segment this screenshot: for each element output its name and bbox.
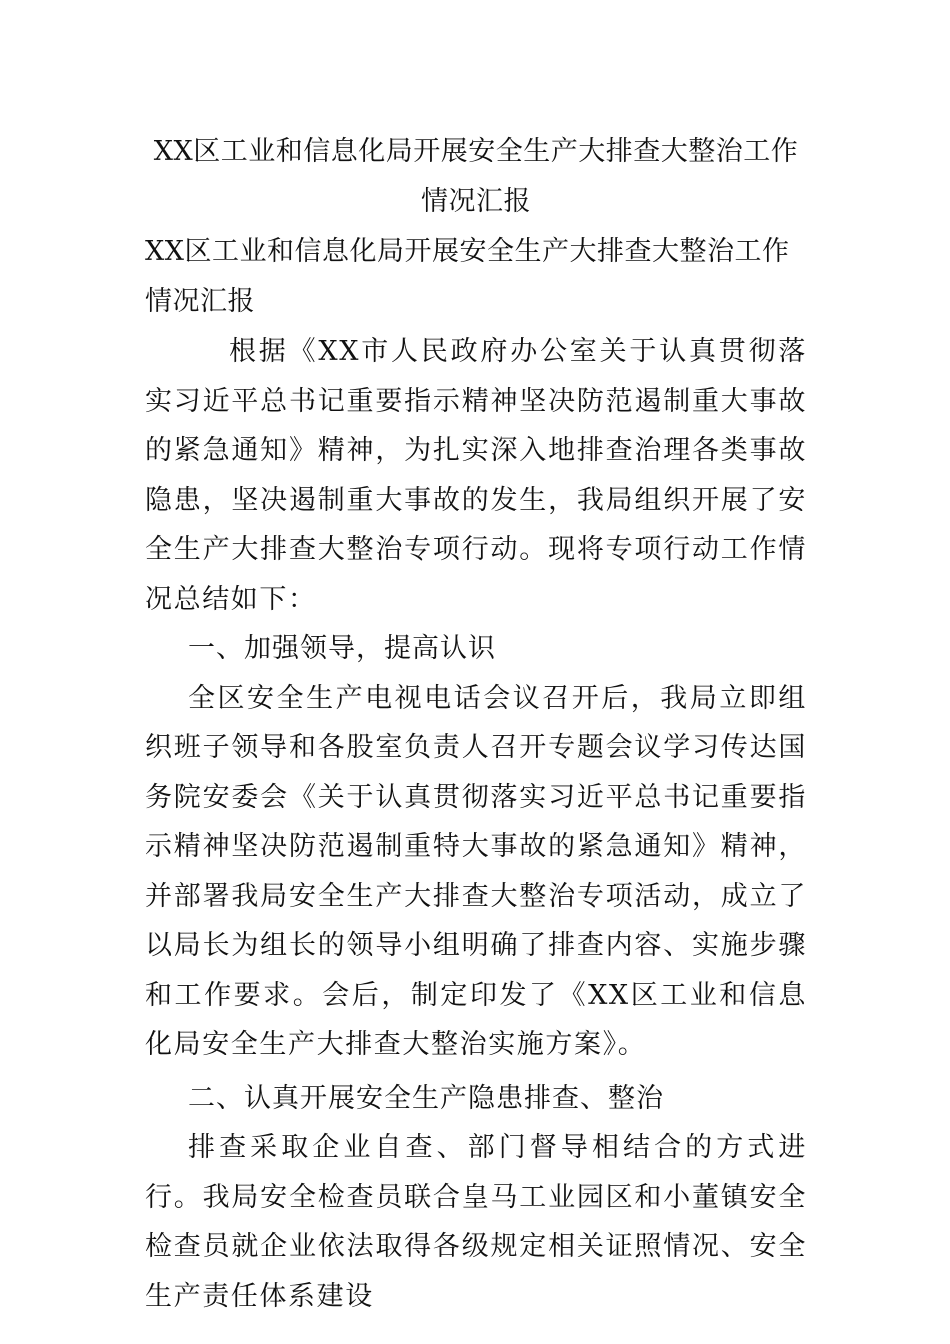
intro-paragraph: 根据《XX市人民政府办公室关于认真贯彻落实习近平总书记重要指示精神坚决防范遏制重大事故的紧急通知》精神，为扎实深入地排查治理各类事故隐患，坚决遏制重大事故的发生，我局组织开展了安全生产大排查大整治专项行动。现将专项行动工作情况总结如下： bbox=[145, 336, 807, 615]
section-heading-1: 一、加强领导，提高认识 bbox=[188, 633, 496, 664]
document-subtitle: XX区工业和信息化局开展安全生产大排查大整治工作情况汇报 bbox=[145, 236, 790, 317]
section-body-2: 排查采取企业自查、部门督导相结合的方式进行。我局安全检查员联合皇马工业园区和小董镇安全检查员就企业依法取得各级规定相关证照情况、安全生产责任体系建设 bbox=[145, 1132, 807, 1312]
section-body-1: 全区安全生产电视电话会议召开后，我局立即组织班子领导和各股室负责人召开专题会议学习传达国务院安委会《关于认真贯彻落实习近平总书记重要指示精神坚决防范遏制重特大事故的紧急通知》精神，并部署我局安全生产大排查大整治专项活动，成立了以局长为组长的领导小组明确了排查内容、实施步骤和工作要求。会后，制定印发了《XX区工业和信息化局安全生产大排查大整治实施方案》。 bbox=[145, 682, 807, 1060]
section-heading-2: 二、认真开展安全生产隐患排查、整治 bbox=[188, 1082, 664, 1114]
document-title: XX区工业和信息化局开展安全生产大排查大整治工作情况汇报 bbox=[153, 136, 799, 217]
document-content bbox=[145, 127, 807, 1321]
